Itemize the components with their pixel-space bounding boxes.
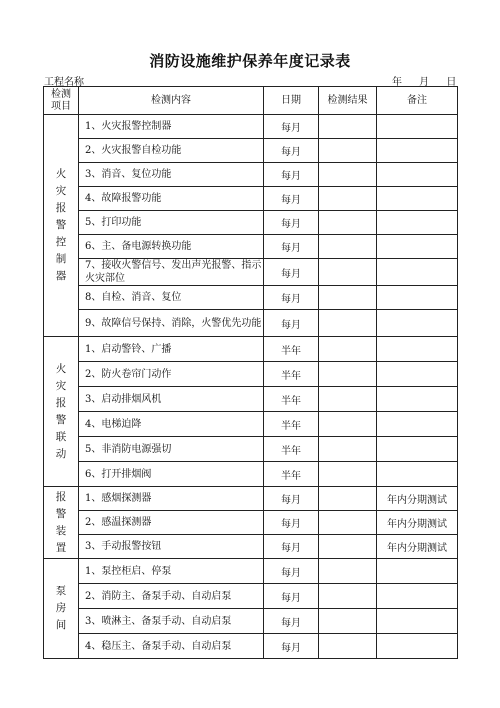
check-period-cell: 每月 bbox=[264, 187, 319, 211]
check-result-cell bbox=[319, 487, 377, 511]
remarks-cell bbox=[377, 609, 458, 634]
table-row bbox=[44, 310, 458, 337]
table-row bbox=[44, 487, 458, 511]
check-period-cell: 每月 bbox=[264, 487, 319, 511]
check-result-cell bbox=[319, 337, 377, 362]
check-item-cell: 9、故障信号保持、消除，火警优先功能 bbox=[79, 310, 264, 337]
remarks-cell bbox=[377, 584, 458, 609]
remarks-cell: 年内分期测试 bbox=[377, 535, 458, 559]
remarks-cell bbox=[377, 139, 458, 163]
header-remarks: 备注 bbox=[377, 87, 458, 115]
table-body bbox=[44, 115, 458, 659]
check-result-cell bbox=[319, 211, 377, 235]
remarks-cell bbox=[377, 187, 458, 211]
remarks-cell bbox=[377, 211, 458, 235]
category-name: 泵房间 bbox=[55, 585, 67, 631]
check-item-cell: 4、电梯迫降 bbox=[79, 412, 264, 437]
check-item-cell: 4、稳压主、备泵手动、自动启泵 bbox=[79, 634, 264, 659]
check-result-cell bbox=[319, 310, 377, 337]
check-result-cell bbox=[319, 387, 377, 412]
table-row bbox=[44, 634, 458, 659]
remarks-cell bbox=[377, 286, 458, 310]
check-item-cell: 3、启动排烟风机 bbox=[79, 387, 264, 412]
check-period-cell: 每月 bbox=[264, 634, 319, 659]
check-item-cell: 5、非消防电源强切 bbox=[79, 437, 264, 462]
check-item-cell: 8、自检、消音、复位 bbox=[79, 286, 264, 310]
remarks-cell bbox=[377, 412, 458, 437]
table-row bbox=[44, 115, 458, 139]
check-period-cell: 半年 bbox=[264, 362, 319, 387]
check-period-cell: 每月 bbox=[264, 609, 319, 634]
check-item-cell: 2、感温探测器 bbox=[79, 511, 264, 535]
table-row bbox=[44, 511, 458, 535]
table-row bbox=[44, 535, 458, 559]
check-period-cell: 半年 bbox=[264, 412, 319, 437]
table-row bbox=[44, 462, 458, 487]
check-result-cell bbox=[319, 235, 377, 259]
check-item-cell: 3、消音、复位功能 bbox=[79, 163, 264, 187]
check-item-cell: 6、打开排烟阀 bbox=[79, 462, 264, 487]
remarks-cell bbox=[377, 387, 458, 412]
check-period-cell: 每月 bbox=[264, 211, 319, 235]
header-content: 检测内容 bbox=[79, 87, 264, 115]
check-period-cell: 每月 bbox=[264, 115, 319, 139]
category-cell bbox=[44, 487, 79, 559]
table-row bbox=[44, 437, 458, 462]
table-row bbox=[44, 187, 458, 211]
check-item-cell: 3、喷淋主、备泵手动、自动启泵 bbox=[79, 609, 264, 634]
header-result: 检测结果 bbox=[319, 87, 377, 115]
check-period-cell: 每月 bbox=[264, 535, 319, 559]
category-name: 火灾报警控制器 bbox=[55, 168, 67, 282]
table-row bbox=[44, 387, 458, 412]
check-period-cell: 每月 bbox=[264, 584, 319, 609]
table-row bbox=[44, 412, 458, 437]
check-result-cell bbox=[319, 634, 377, 659]
table-row bbox=[44, 337, 458, 362]
check-period-cell: 半年 bbox=[264, 337, 319, 362]
table-row bbox=[44, 584, 458, 609]
category-cell bbox=[44, 559, 79, 659]
table-row bbox=[44, 163, 458, 187]
remarks-cell: 年内分期测试 bbox=[377, 487, 458, 511]
check-period-cell: 半年 bbox=[264, 462, 319, 487]
remarks-cell bbox=[377, 362, 458, 387]
check-item-cell: 5、打印功能 bbox=[79, 211, 264, 235]
check-result-cell bbox=[319, 115, 377, 139]
category-cell bbox=[44, 337, 79, 487]
check-item-cell: 2、火灾报警自检功能 bbox=[79, 139, 264, 163]
remarks-cell bbox=[377, 462, 458, 487]
check-result-cell bbox=[319, 535, 377, 559]
check-item-cell: 1、启动警铃、广播 bbox=[79, 337, 264, 362]
check-result-cell bbox=[319, 286, 377, 310]
check-period-cell: 每月 bbox=[264, 559, 319, 584]
check-period-cell: 半年 bbox=[264, 387, 319, 412]
table-row bbox=[44, 559, 458, 584]
check-item-cell: 7、接收火警信号、发出声光报警、指示火灾部位 bbox=[79, 259, 264, 286]
date-label: 年 月 日 bbox=[392, 77, 457, 88]
table-row bbox=[44, 139, 458, 163]
check-result-cell bbox=[319, 412, 377, 437]
check-result-cell bbox=[319, 139, 377, 163]
check-result-cell bbox=[319, 437, 377, 462]
remarks-cell bbox=[377, 259, 458, 286]
check-item-cell: 1、火灾报警控制器 bbox=[79, 115, 264, 139]
document-title: 消防设施维护保养年度记录表 bbox=[149, 52, 351, 70]
table-row bbox=[44, 259, 458, 286]
maintenance-record-table bbox=[43, 86, 458, 659]
check-period-cell: 每月 bbox=[264, 163, 319, 187]
check-result-cell bbox=[319, 609, 377, 634]
check-period-cell: 每月 bbox=[264, 286, 319, 310]
table-row bbox=[44, 609, 458, 634]
check-item-cell: 2、消防主、备泵手动、自动启泵 bbox=[79, 584, 264, 609]
remarks-cell bbox=[377, 337, 458, 362]
check-period-cell: 每月 bbox=[264, 310, 319, 337]
check-result-cell bbox=[319, 163, 377, 187]
check-result-cell bbox=[319, 584, 377, 609]
check-result-cell bbox=[319, 362, 377, 387]
header-category: 检测项目 bbox=[44, 87, 79, 115]
check-result-cell bbox=[319, 259, 377, 286]
header-date: 日期 bbox=[264, 87, 319, 115]
table-header-row bbox=[44, 87, 458, 115]
remarks-cell bbox=[377, 634, 458, 659]
check-item-cell: 4、故障报警功能 bbox=[79, 187, 264, 211]
check-item-cell: 6、主、备电源转换功能 bbox=[79, 235, 264, 259]
project-name-label: 工程名称 bbox=[44, 77, 84, 88]
check-period-cell: 每月 bbox=[264, 235, 319, 259]
check-item-cell: 2、防火卷帘门动作 bbox=[79, 362, 264, 387]
table-row bbox=[44, 235, 458, 259]
remarks-cell bbox=[377, 235, 458, 259]
check-result-cell bbox=[319, 559, 377, 584]
check-period-cell: 每月 bbox=[264, 259, 319, 286]
table-row bbox=[44, 362, 458, 387]
check-item-cell: 1、感烟探测器 bbox=[79, 487, 264, 511]
remarks-cell bbox=[377, 163, 458, 187]
check-result-cell bbox=[319, 511, 377, 535]
category-name: 报警装置 bbox=[55, 490, 67, 554]
remarks-cell bbox=[377, 115, 458, 139]
remarks-cell bbox=[377, 437, 458, 462]
check-period-cell: 每月 bbox=[264, 139, 319, 163]
category-cell bbox=[44, 115, 79, 337]
remarks-cell: 年内分期测试 bbox=[377, 511, 458, 535]
remarks-cell bbox=[377, 310, 458, 337]
category-name: 火灾报警联动 bbox=[55, 362, 67, 460]
check-result-cell bbox=[319, 462, 377, 487]
check-period-cell: 每月 bbox=[264, 511, 319, 535]
table-row bbox=[44, 211, 458, 235]
check-period-cell: 半年 bbox=[264, 437, 319, 462]
table-row bbox=[44, 286, 458, 310]
remarks-cell bbox=[377, 559, 458, 584]
check-item-cell: 1、泵控柜启、停泵 bbox=[79, 559, 264, 584]
check-result-cell bbox=[319, 187, 377, 211]
check-item-cell: 3、手动报警按钮 bbox=[79, 535, 264, 559]
